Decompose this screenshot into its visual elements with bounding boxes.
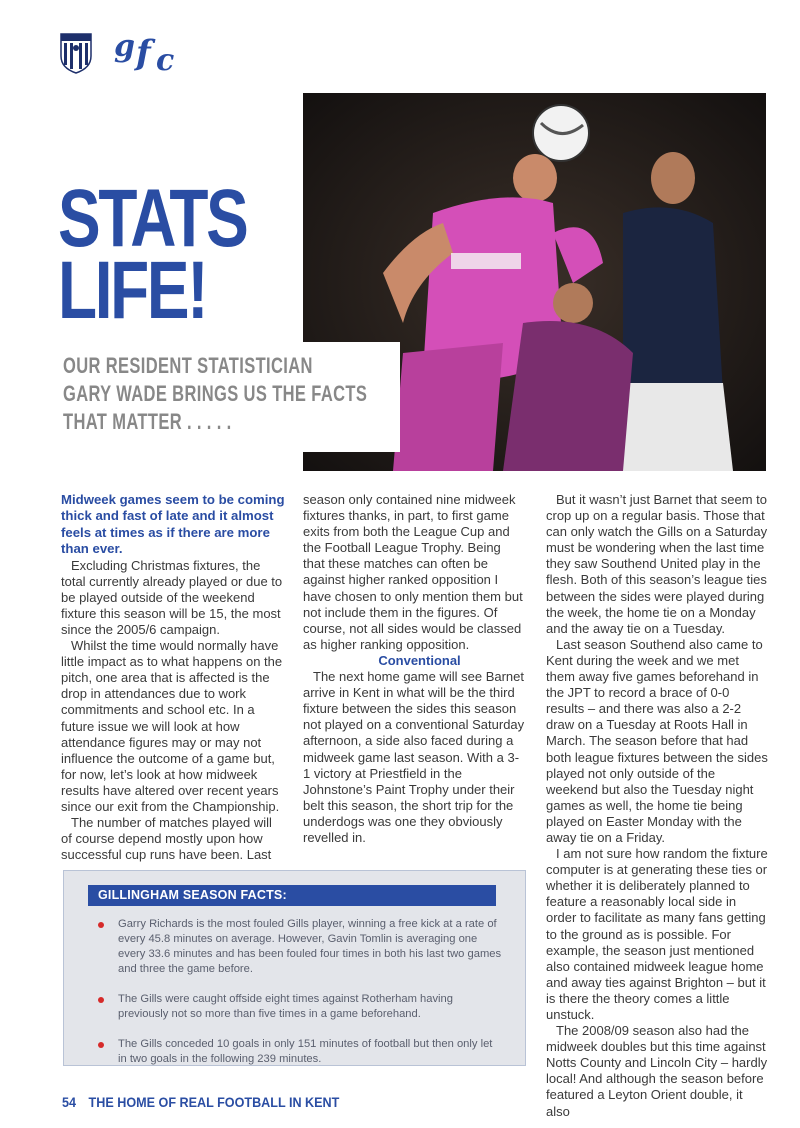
article-column-3 xyxy=(546,492,768,1120)
subheadline xyxy=(63,352,378,436)
gfc-monogram-icon xyxy=(112,26,192,74)
section-subtitle: Conventional xyxy=(378,652,461,668)
article-paragraph: The 2008/09 season also had the midweek doubles but this time against Notts County and Lincoln City – hardly local! And although the season before featured a Leyton Orient double, it also xyxy=(546,1023,768,1119)
subheadline-line1: OUR RESIDENT STATISTICIAN xyxy=(63,353,313,378)
fact-item xyxy=(84,992,504,1022)
fact-item xyxy=(84,917,504,977)
article-lead: Midweek games seem to be coming thick and fast of late and it almost feels at times as if there are more than ever. xyxy=(61,492,285,557)
subheadline-line2: GARY WADE BRINGS US THE FACTS xyxy=(63,381,368,406)
fact-text: The Gills conceded 10 goals in only 151 minutes of football but then only let in two goals in the following 239 minutes. xyxy=(118,1038,493,1065)
article-paragraph: I am not sure how random the fixture computer is at generating these ties or whether it is deliberately planned to feature a reasonably local side in order to facilitate as many fans getting to the ground as is possible. For example, the season just mentioned also contained midweek league home and away ties against Brighton – but it is there the theory comes a little unstuck. xyxy=(546,846,768,1022)
article-column-1 xyxy=(61,492,285,863)
fact-text: Garry Richards is the most fouled Gills player, winning a free kick at a rate of every 45.8 minutes on average. However, Gavin Tomlin is averaging one every 33.6 minutes and has been fouled four times in both his last two games and three the game before. xyxy=(118,918,502,975)
bullet-icon xyxy=(98,997,104,1003)
article-paragraph: But it wasn’t just Barnet that seem to crop up on a regular basis. Those that can only watch the Gills on a Saturday must be wondering when the last time they saw Southend United play in the flesh. Both of this season’s league ties between the sides were played during the week, the home tie on a Monday and the away tie on a Tuesday. xyxy=(546,492,768,636)
headline-line1: STATS xyxy=(58,173,247,264)
fact-text: The Gills were caught offside eight times against Rotherham having previously not so more than five times in a game beforehand. xyxy=(118,993,453,1020)
article-paragraph: Whilst the time would normally have little impact as to what happens on the pitch, one area that is affected is the drop in attendances due to work commitments and school etc. In a future issue we will look at how attendance figures may or may not influence the outcome of a game but, for now, let’s look at how midweek results have altered over recent years since our exit from the Championship. xyxy=(61,638,283,815)
bullet-icon xyxy=(98,922,104,928)
gillingham-crest-icon xyxy=(60,30,92,74)
season-facts-title: GILLINGHAM SEASON FACTS: xyxy=(88,885,496,906)
article-paragraph: The next home game will see Barnet arrive in Kent in what will be the third fixture between the sides this season not played on a conventional Saturday afternoon, a side also faced during a midweek game last season. With a 3-1 victory at Priestfield in the Johnstone’s Paint Trophy under their belt this season, the short trip for the underdogs was one they obviously revelled in. xyxy=(303,669,525,845)
svg-text:c: c xyxy=(156,43,175,74)
article-paragraph: Last season Southend also came to Kent during the week and we met them away five games beforehand in the JPT to record a brace of 0-0 results – and there was also a 2-2 draw on a Tuesday at Roots Hall in March. The season before that had both league fixtures between the sides played not only outside of the weekend but also the Tuesday night games as well, the home tie being played on Easter Monday with the away tie on a Friday. xyxy=(546,636,768,845)
subheadline-line3: THAT MATTER . . . . . xyxy=(63,409,232,434)
article-column-2 xyxy=(303,492,526,846)
svg-text:g: g xyxy=(114,29,135,64)
page-footer xyxy=(62,1094,339,1110)
headline-line2: LIFE! xyxy=(58,245,207,336)
season-facts-box xyxy=(63,870,526,1066)
svg-text:f: f xyxy=(136,33,151,73)
article-paragraph: season only contained nine midweek fixtures thanks, in part, to first game exits from both the League Cup and the Football League Trophy. Being that these matches can often be against higher ranked opposition I have chosen to only mention them but not include them in the figures. Of course, not all sides would be classed as higher ranking opposition. xyxy=(303,492,523,652)
page-number: 54 xyxy=(62,1094,77,1110)
footer-tagline: THE HOME OF REAL FOOTBALL IN KENT xyxy=(88,1094,340,1110)
season-facts-list xyxy=(84,917,504,1082)
fact-item xyxy=(84,1037,504,1067)
article-paragraph: The number of matches played will of course depend mostly upon how successful cup runs have been. Last xyxy=(61,815,272,863)
bullet-icon xyxy=(98,1042,104,1048)
article-paragraph: Excluding Christmas fixtures, the total currently already played or due to be played outside of the weekend fixture this season will be 15, the most since the 2005/6 campaign. xyxy=(61,557,283,637)
headline xyxy=(58,173,247,336)
